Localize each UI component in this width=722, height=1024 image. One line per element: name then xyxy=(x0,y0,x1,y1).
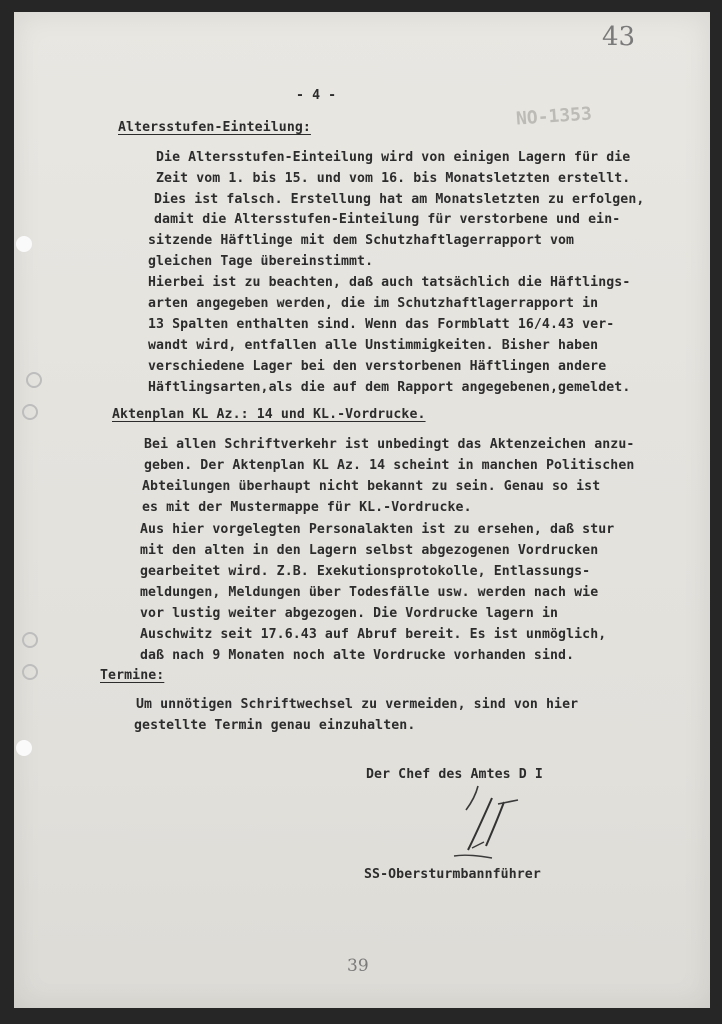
text-line: es mit der Mustermappe für KL.-Vordrucke. xyxy=(142,500,472,515)
text-line: Zeit vom 1. bis 15. und vom 16. bis Monatsletzten erstellt. xyxy=(156,171,631,186)
text-line: damit die Altersstufen-Einteilung für verstorbene und ein- xyxy=(154,212,621,227)
text-line: vor lustig weiter abgezogen. Die Vordrucke lagern in xyxy=(140,606,559,621)
document-page xyxy=(14,12,710,1008)
text-line: gearbeitet wird. Z.B. Exekutionsprotokolle, Entlassungs- xyxy=(140,564,591,579)
text-line: meldungen, Meldungen über Todesfälle usw. werden nach wie xyxy=(140,585,599,600)
punch-hole-ring xyxy=(22,632,38,648)
section-heading-termine: Termine: xyxy=(100,668,165,683)
text-line: Hierbei ist zu beachten, daß auch tatsächlich die Häftlings- xyxy=(148,275,631,290)
text-line: Häftlingsarten,als die auf dem Rapport angegebenen,gemeldet. xyxy=(148,380,631,395)
text-line: Die Altersstufen-Einteilung wird von einigen Lagern für die xyxy=(156,150,631,165)
text-line: Aus hier vorgelegten Personalakten ist zu ersehen, daß stur xyxy=(140,522,615,537)
text-line: sitzende Häftlinge mit dem Schutzhaftlagerrapport vom xyxy=(148,233,575,248)
text-line: Bei allen Schriftverkehr ist unbedingt das Aktenzeichen anzu- xyxy=(144,437,635,452)
section-heading-altersstufen: Altersstufen-Einteilung: xyxy=(118,120,311,135)
punch-hole-ring xyxy=(26,372,42,388)
text-line: gleichen Tage übereinstimmt. xyxy=(148,254,374,269)
punch-hole-ring xyxy=(22,664,38,680)
text-line: verschiedene Lager bei den verstorbenen Häftlingen andere xyxy=(148,359,607,374)
section-heading-aktenplan: Aktenplan KL Az.: 14 und KL.-Vordrucke. xyxy=(112,407,426,422)
punch-hole-ring xyxy=(22,404,38,420)
archive-stamp: NO-1353 xyxy=(515,103,593,130)
punch-hole xyxy=(16,740,32,756)
text-line: Abteilungen überhaupt nicht bekannt zu sein. Genau so ist xyxy=(142,479,601,494)
text-line: Auschwitz seit 17.6.43 auf Abruf bereit. Es ist unmöglich, xyxy=(140,627,607,642)
text-line: Um unnötigen Schriftwechsel zu vermeiden, sind von hier xyxy=(136,697,579,712)
archive-number: 43 xyxy=(602,22,636,52)
text-line: mit den alten in den Lagern selbst abgezogenen Vordrucken xyxy=(140,543,599,558)
text-line: gestellte Termin genau einzuhalten. xyxy=(134,718,416,733)
text-line: Dies ist falsch. Erstellung hat am Monatsletzten zu erfolgen, xyxy=(154,192,645,207)
footer-number: 39 xyxy=(347,956,369,976)
sender-office: Der Chef des Amtes D I xyxy=(366,767,543,782)
page-number: - 4 - xyxy=(296,88,337,103)
text-line: wandt wird, entfallen alle Unstimmigkeiten. Bisher haben xyxy=(148,338,599,353)
punch-hole xyxy=(16,236,32,252)
text-line: 13 Spalten enthalten sind. Wenn das Formblatt 16/4.43 ver- xyxy=(148,317,615,332)
text-line: daß nach 9 Monaten noch alte Vordrucke vorhanden sind. xyxy=(140,648,575,663)
text-line: geben. Der Aktenplan KL Az. 14 scheint in manchen Politischen xyxy=(144,458,635,473)
handwritten-signature xyxy=(432,780,542,875)
text-line: arten angegeben werden, die im Schutzhaftlagerrapport in xyxy=(148,296,599,311)
sender-rank: SS-Obersturmbannführer xyxy=(364,867,541,882)
